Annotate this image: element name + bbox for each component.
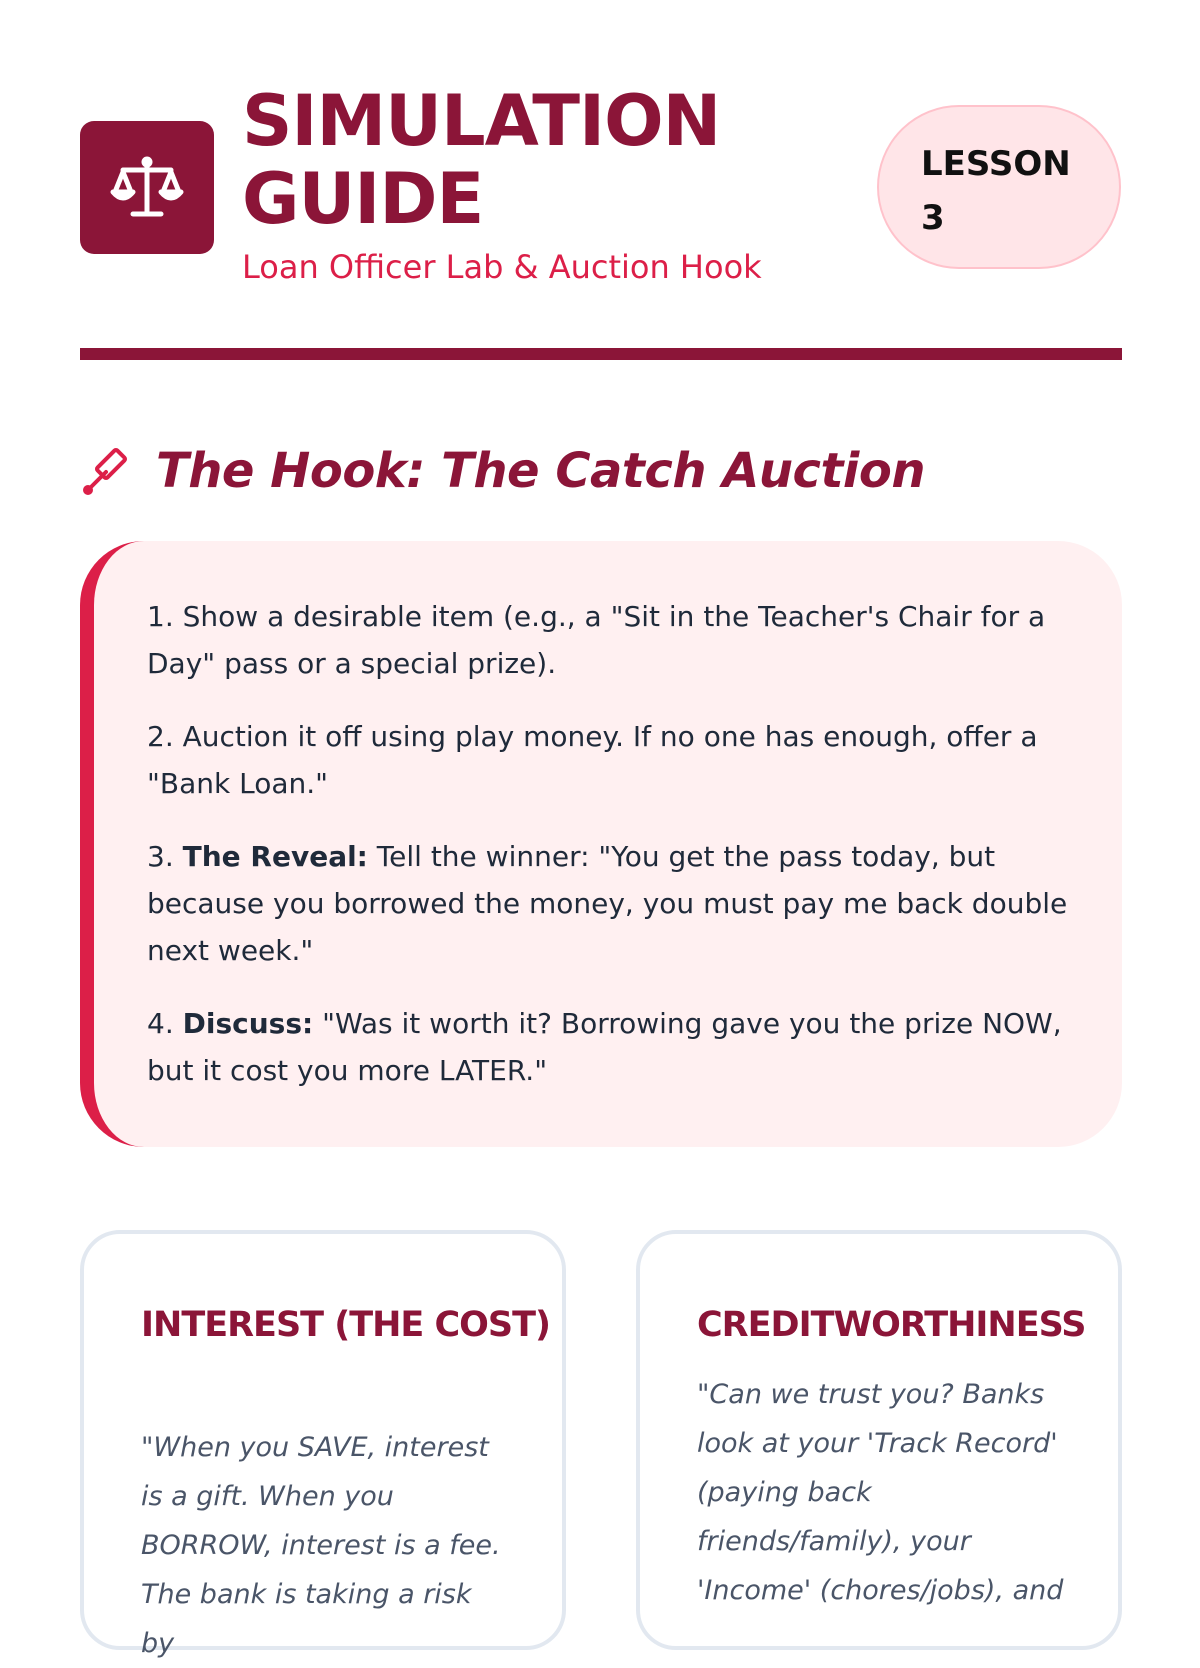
page-title bbox=[242, 82, 862, 238]
step-label: Discuss: bbox=[182, 1007, 314, 1040]
concept-quote: "Can we trust you? Banks look at your 'Track Record' (paying back friends/family), your 'Income' (chores/jobs), and bbox=[697, 1379, 1064, 1606]
concept-card-interest bbox=[80, 1230, 566, 1659]
concept-title: INTEREST (THE COST) bbox=[141, 1305, 550, 1345]
step-text: Show a desirable item (e.g., a "Sit in the Teacher's Chair for a Day" pass or a special prize). bbox=[147, 600, 1046, 680]
hook-steps-card bbox=[80, 541, 1122, 1147]
concept-title: CREDITWORTHINESS bbox=[697, 1305, 1086, 1345]
logo-badge bbox=[80, 121, 214, 254]
hook-step bbox=[147, 713, 1082, 807]
step-text: Auction it off using play money. If no one has enough, offer a "Bank Loan." bbox=[147, 720, 1038, 800]
step-text: "Was it worth it? Borrowing gave you the prize NOW, but it cost you more LATER." bbox=[147, 1007, 1062, 1087]
hook-step bbox=[147, 593, 1082, 687]
concept-quote: "When you SAVE, interest is a gift. When you BORROW, interest is a fee. The bank is taking a risk by bbox=[141, 1432, 501, 1659]
hook-heading-row bbox=[80, 436, 925, 506]
lesson-label: LESSON bbox=[921, 144, 1071, 184]
step-number: 4. bbox=[147, 1007, 183, 1040]
scale-of-justice-icon bbox=[109, 150, 185, 226]
step-label: The Reveal: bbox=[182, 840, 368, 873]
hook-step bbox=[147, 1000, 1082, 1094]
concept-card-creditworthiness bbox=[636, 1230, 1122, 1650]
hook-step bbox=[147, 833, 1082, 974]
hook-heading: The Hook: The Catch Auction bbox=[156, 443, 926, 499]
title-line-2: GUIDE bbox=[242, 158, 484, 240]
page-subtitle: Loan Officer Lab & Auction Hook bbox=[242, 248, 762, 286]
step-number: 3. bbox=[147, 840, 183, 873]
lesson-number: 3 bbox=[921, 198, 945, 238]
lesson-badge bbox=[877, 105, 1121, 269]
step-text: Tell the winner: "You get the pass today, but because you borrowed the money, you must pay me back double next week." bbox=[147, 840, 1068, 967]
gavel-icon bbox=[80, 444, 134, 498]
title-line-1: SIMULATION bbox=[242, 80, 721, 162]
step-number: 2. bbox=[147, 720, 183, 753]
header-divider bbox=[80, 348, 1122, 360]
step-number: 1. bbox=[147, 600, 183, 633]
